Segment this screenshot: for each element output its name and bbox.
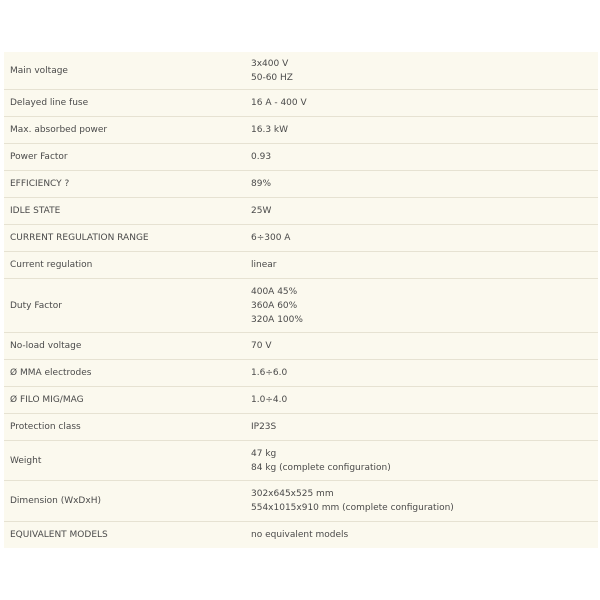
specifications-table — [4, 52, 598, 548]
spec-value-line: 89% — [251, 179, 272, 189]
spec-value — [251, 150, 598, 164]
spec-value-line: no equivalent models — [251, 530, 349, 540]
spec-value-line: 554x1015x910 mm (complete configuration) — [251, 503, 454, 513]
spec-value — [251, 528, 598, 542]
spec-value — [251, 487, 598, 515]
spec-value-line: 3x400 V — [251, 58, 289, 69]
spec-label: Ø MMA electrodes — [10, 368, 92, 378]
spec-label: CURRENT REGULATION RANGE — [10, 233, 149, 243]
spec-value-line: 47 kg — [251, 448, 277, 459]
spec-row-no-load-voltage — [4, 333, 598, 360]
spec-value-line: 16 A - 400 V — [251, 98, 307, 108]
spec-value — [251, 420, 598, 434]
spec-value-line: 1.6÷6.0 — [251, 368, 288, 378]
spec-value-line: 360A 60% — [251, 300, 298, 311]
spec-value — [251, 285, 598, 327]
spec-value-line: 16.3 kW — [251, 125, 289, 135]
spec-label: Protection class — [10, 422, 81, 432]
spec-value-line: 6÷300 A — [251, 233, 291, 243]
spec-label: Max. absorbed power — [10, 125, 108, 135]
spec-label: IDLE STATE — [10, 206, 61, 216]
spec-label: Power Factor — [10, 152, 68, 162]
spec-label: Main voltage — [10, 65, 68, 76]
spec-value-line: IP23S — [251, 422, 277, 432]
spec-value — [251, 123, 598, 137]
spec-row-power-factor — [4, 144, 598, 171]
spec-label: EFFICIENCY ? — [10, 179, 70, 189]
spec-value-line: 84 kg (complete configuration) — [251, 462, 391, 473]
spec-label: Duty Factor — [10, 300, 62, 311]
spec-value — [251, 366, 598, 380]
spec-row-protection-class — [4, 414, 598, 441]
spec-value — [251, 177, 598, 191]
spec-row-current-regulation-range — [4, 225, 598, 252]
spec-label: No-load voltage — [10, 341, 82, 351]
spec-label: Dimension (WxDxH) — [10, 496, 101, 506]
spec-value — [251, 393, 598, 407]
spec-value-line: 50-60 HZ — [251, 72, 293, 83]
spec-value-line: 25W — [251, 206, 272, 216]
spec-value — [251, 231, 598, 245]
spec-value-line: 0.93 — [251, 152, 272, 162]
spec-value — [251, 96, 598, 110]
spec-label: Delayed line fuse — [10, 98, 89, 108]
spec-row-weight — [4, 441, 598, 481]
spec-value-line: 400A 45% — [251, 286, 298, 297]
spec-row-duty-factor — [4, 279, 598, 333]
spec-row-current-regulation — [4, 252, 598, 279]
spec-label: Ø FILO MIG/MAG — [10, 395, 84, 405]
spec-value-line: 302x645x525 mm — [251, 489, 334, 499]
spec-value-line: 320A 100% — [251, 314, 303, 325]
spec-value — [251, 258, 598, 272]
spec-value — [251, 204, 598, 218]
spec-row-filo-mig-mag — [4, 387, 598, 414]
spec-row-delayed-line-fuse — [4, 90, 598, 117]
spec-label: EQUIVALENT MODELS — [10, 530, 108, 540]
spec-row-max-absorbed-power — [4, 117, 598, 144]
spec-value — [251, 447, 598, 475]
spec-row-dimension — [4, 481, 598, 522]
spec-value-line: 1.0÷4.0 — [251, 395, 288, 405]
spec-value — [251, 57, 598, 85]
spec-value-line: linear — [251, 260, 277, 270]
spec-row-main-voltage — [4, 52, 598, 90]
spec-value-line: 70 V — [251, 341, 272, 351]
spec-label: Weight — [10, 455, 42, 466]
spec-row-equivalent-models — [4, 522, 598, 548]
spec-row-mma-electrodes — [4, 360, 598, 387]
spec-value — [251, 339, 598, 353]
spec-row-efficiency — [4, 171, 598, 198]
spec-row-idle-state — [4, 198, 598, 225]
spec-label: Current regulation — [10, 260, 93, 270]
